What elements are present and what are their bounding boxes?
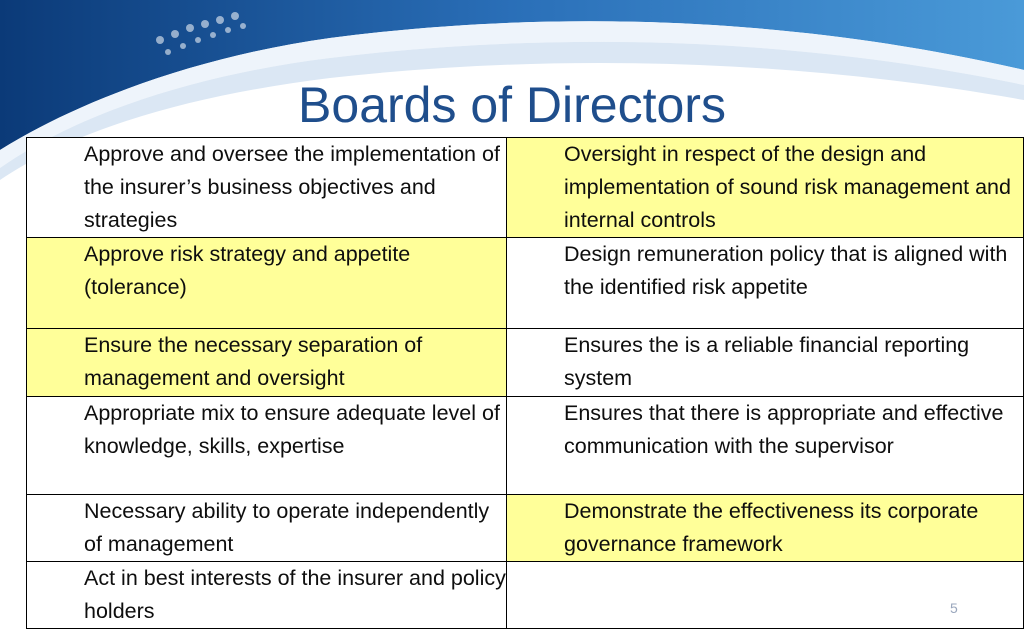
page-number: 5	[950, 600, 958, 616]
table-cell-left: Act in best interests of the insurer and policy holders	[27, 562, 507, 629]
table-cell-right: Demonstrate the effectiveness its corporate governance framework	[507, 495, 1024, 562]
table-row	[27, 138, 1024, 238]
table-cell-left: Appropriate mix to ensure adequate level of knowledge, skills, expertise	[27, 397, 507, 495]
table-cell-right: Ensures the is a reliable financial reporting system	[507, 329, 1024, 397]
table-cell-left: Ensure the necessary separation of management and oversight	[27, 329, 507, 397]
table-cell-right: Design remuneration policy that is aligned with the identified risk appetite	[507, 238, 1024, 329]
table-cell-left: Necessary ability to operate independently of management	[27, 495, 507, 562]
table-cell-right	[507, 562, 1024, 629]
table-row	[27, 238, 1024, 329]
table-cell-right: Ensures that there is appropriate and effective communication with the supervisor	[507, 397, 1024, 495]
responsibilities-table	[26, 137, 1024, 629]
table-cell-left: Approve and oversee the implementation of the insurer’s business objectives and strategies	[27, 138, 507, 238]
table-cell-right: Oversight in respect of the design and implementation of sound risk management and internal controls	[507, 138, 1024, 238]
table-row	[27, 397, 1024, 495]
table-row	[27, 329, 1024, 397]
table-row	[27, 562, 1024, 629]
table-row	[27, 495, 1024, 562]
table-cell-left: Approve risk strategy and appetite (tolerance)	[27, 238, 507, 329]
slide-title: Boards of Directors	[298, 77, 726, 133]
